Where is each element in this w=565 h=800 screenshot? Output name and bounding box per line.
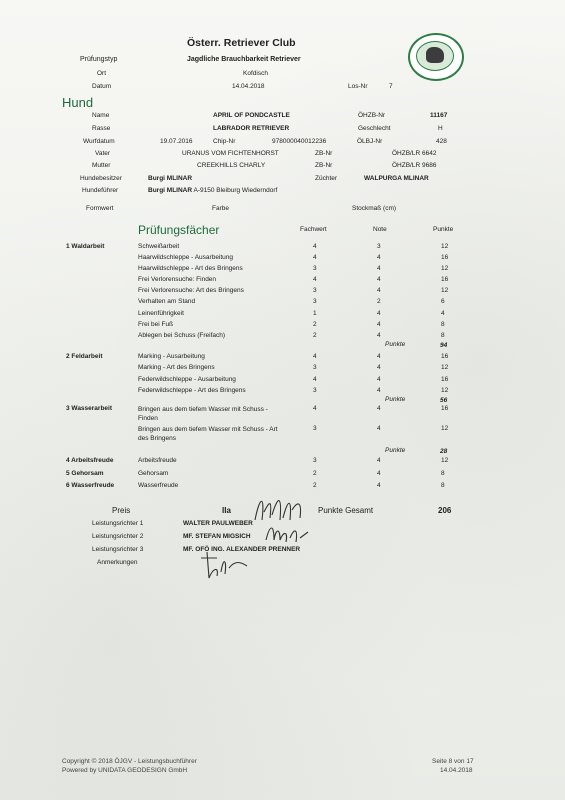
preis-label: Preis: [112, 506, 131, 515]
pruefungstyp-label: Prüfungstyp: [80, 56, 118, 63]
ort-value: Kofdisch: [243, 70, 268, 77]
note-value: 4: [377, 332, 381, 339]
note-value: 4: [377, 482, 381, 489]
dog-name: APRIL OF PONDCASTLE: [213, 112, 290, 119]
fachwert-value: 3: [313, 364, 317, 371]
punkte-value: 16: [441, 276, 449, 283]
punkte-value: 16: [441, 254, 449, 261]
footer-date: 14.04.2018: [440, 767, 473, 774]
club-title: Österr. Retriever Club: [187, 37, 296, 49]
richter-2-name: MF. STEFAN MIGSICH: [183, 533, 251, 540]
chip-label: Chip-Nr: [213, 138, 236, 145]
stockmass-label: Stockmaß (cm): [352, 205, 397, 212]
group-name: 6 Wasserfreude: [66, 482, 115, 489]
punkte-value: 12: [441, 287, 449, 294]
punkte-value: 12: [441, 457, 449, 464]
note-value: 4: [377, 387, 381, 394]
punkte-value: 8: [441, 470, 445, 477]
ort-label: Ort: [97, 70, 107, 77]
datum-value: 14.04.2018: [232, 83, 265, 90]
fachwert-value: 4: [313, 276, 317, 283]
fachwert-value: 3: [313, 457, 317, 464]
note-value: 4: [377, 405, 381, 412]
rasse-value: LABRADOR RETRIEVER: [213, 125, 290, 132]
oehzb-value: 11167: [430, 112, 448, 119]
losnr-value: 7: [389, 83, 393, 90]
punkte-value: 8: [441, 321, 445, 328]
signature-richter-3: [195, 548, 255, 582]
farbe-label: Farbe: [212, 205, 229, 212]
note-value: 3: [377, 243, 381, 250]
vater-label: Vater: [95, 150, 111, 157]
zuechter-label: Züchter: [315, 175, 338, 182]
fachwert-value: 4: [313, 353, 317, 360]
punkte-value: 12: [441, 265, 449, 272]
note-value: 4: [377, 310, 381, 317]
vater-zb-label: ZB-Nr: [315, 150, 333, 157]
note-value: 4: [377, 376, 381, 383]
punkte-value: 16: [441, 376, 449, 383]
punkte-value: 12: [441, 425, 449, 432]
group-punkte-sum: 28: [440, 448, 448, 455]
anmerkungen-label: Anmerkungen: [97, 559, 138, 566]
group-punkte-label: Punkte: [385, 396, 406, 403]
geschlecht-value: H: [438, 125, 443, 132]
richter-1-label: Leistungsrichter 1: [92, 520, 144, 527]
richter-1-name: WALTER PAULWEBER: [183, 520, 253, 527]
richter-3-label: Leistungsrichter 3: [92, 546, 144, 553]
fach-name: Bringen aus dem tiefem Wasser mit Schuss - Art des Bringens: [138, 426, 278, 442]
fachwert-value: 2: [313, 470, 317, 477]
fach-name: Marking - Ausarbeitung: [138, 353, 205, 360]
note-value: 4: [377, 321, 381, 328]
footer-page-number: Seite 8 von 17: [432, 758, 474, 765]
punkte-value: 12: [441, 243, 449, 250]
fach-name: Frei bei Fuß: [138, 321, 174, 328]
punkte-value: 8: [441, 482, 445, 489]
mutter-value: CREEKHILLS CHARLY: [197, 162, 266, 169]
fachwert-value: 3: [313, 287, 317, 294]
losnr-label: Los-Nr: [348, 83, 368, 90]
fach-name: Leinenführigkeit: [138, 310, 184, 317]
wurfdatum-value: 19.07.2016: [160, 138, 193, 145]
richter-2-label: Leistungsrichter 2: [92, 533, 144, 540]
group-name: 1 Waldarbeit: [66, 243, 105, 250]
group-punkte-sum: 94: [440, 342, 448, 349]
punkte-gesamt-value: 206: [438, 506, 452, 515]
rasse-label: Rasse: [92, 125, 111, 132]
punkte-value: 4: [441, 310, 445, 317]
group-name: 3 Wasserarbeit: [66, 405, 113, 412]
group-name: 5 Gehorsam: [66, 470, 104, 477]
besitzer-value: Burgi MLINAR: [148, 175, 193, 182]
punkte-value: 16: [441, 353, 449, 360]
fach-name: Federwildschleppe - Art des Bringens: [138, 387, 246, 394]
mutter-label: Mutter: [92, 162, 111, 169]
fach-name: Frei Verlorensuche: Art des Bringens: [138, 287, 244, 294]
punkte-value: 12: [441, 387, 449, 394]
fuehrer-value: [148, 187, 277, 194]
fach-name: Schweißarbeit: [138, 243, 180, 250]
fach-name: Wasserfreude: [138, 482, 179, 489]
pruefungstyp-value: Jagdliche Brauchbarkeit Retriever: [187, 56, 301, 63]
punkte-value: 16: [441, 405, 449, 412]
fach-name: Ablegen bei Schuss (Freifach): [138, 332, 226, 339]
fuehrer-name: Burgi MLINAR: [148, 187, 193, 194]
fachwert-value: 2: [313, 482, 317, 489]
note-value: 4: [377, 287, 381, 294]
fachwert-value: 3: [313, 425, 317, 432]
vater-value: URANUS VOM FICHTENHORST: [182, 150, 279, 157]
fach-name: Frei Verlorensuche: Finden: [138, 276, 217, 283]
formwert-label: Formwert: [86, 205, 114, 212]
col-fachwert: Fachwert: [300, 226, 327, 233]
fachwert-value: 2: [313, 321, 317, 328]
fachwert-value: 1: [313, 310, 317, 317]
note-value: 4: [377, 425, 381, 432]
fachwert-value: 4: [313, 405, 317, 412]
punkte-gesamt-label: Punkte Gesamt: [318, 506, 374, 515]
fachwert-value: 2: [313, 332, 317, 339]
col-punkte: Punkte: [433, 226, 454, 233]
club-logo: [408, 33, 464, 81]
chip-value: 978000040012236: [272, 138, 327, 145]
footer-copyright: Copyright © 2018 ÖJGV - Leistungsbuchführer: [62, 758, 197, 765]
fachwert-value: 3: [313, 387, 317, 394]
zuechter-value: WALPURGA MLINAR: [364, 175, 429, 182]
note-value: 4: [377, 457, 381, 464]
besitzer-label: Hundebesitzer: [80, 175, 122, 182]
mutter-zb-label: ZB-Nr: [315, 162, 333, 169]
group-name: 2 Feldarbeit: [66, 353, 103, 360]
note-value: 4: [377, 276, 381, 283]
fach-name: Haarwildschleppe - Art des Bringens: [138, 265, 243, 272]
footer-powered: Powered by UNIDATA GEODESIGN GmbH: [62, 767, 188, 774]
wurfdatum-label: Wurfdatum: [83, 138, 115, 145]
oehzb-label: ÖHZB-Nr: [358, 112, 386, 119]
richter-3-name: MF. OFÖ ING. ALEXANDER PRENNER: [183, 546, 301, 553]
fach-name: Federwildschleppe - Ausarbeitung: [138, 376, 236, 383]
group-punkte-label: Punkte: [385, 447, 406, 454]
group-name: 4 Arbeitsfreude: [66, 457, 114, 464]
datum-label: Datum: [92, 83, 112, 90]
oelbj-label: ÖLBJ-Nr: [357, 138, 383, 145]
col-note: Note: [373, 226, 387, 233]
note-value: 2: [377, 298, 381, 305]
fachwert-value: 4: [313, 376, 317, 383]
fach-name: Arbeitsfreude: [138, 457, 177, 464]
fachwert-value: 4: [313, 254, 317, 261]
pruefungsfaecher-heading: Prüfungsfächer: [138, 223, 220, 237]
note-value: 4: [377, 364, 381, 371]
geschlecht-label: Geschlecht: [358, 125, 391, 132]
group-punkte-sum: 56: [440, 397, 448, 404]
fuehrer-address: A-9150 Bleiburg Wiederndorf: [193, 187, 278, 194]
note-value: 4: [377, 254, 381, 261]
note-value: 4: [377, 265, 381, 272]
signature-richter-2: [262, 518, 312, 548]
note-value: 4: [377, 353, 381, 360]
dog-icon: [426, 47, 444, 63]
fach-name: Verhalten am Stand: [138, 298, 196, 305]
fuehrer-label: Hundeführer: [82, 187, 119, 194]
punkte-value: 8: [441, 332, 445, 339]
vater-zb-value: ÖHZB/LR 6642: [392, 150, 437, 157]
note-value: 4: [377, 470, 381, 477]
mutter-zb-value: ÖHZB/LR 9686: [392, 162, 437, 169]
fachwert-value: 3: [313, 298, 317, 305]
preis-value: IIa: [222, 506, 231, 515]
fach-name: Haarwildschleppe - Ausarbeitung: [138, 254, 234, 261]
fach-name: Gehorsam: [138, 470, 169, 477]
oelbj-value: 428: [436, 138, 447, 145]
fach-name: Marking - Art des Bringens: [138, 364, 215, 371]
section-hund-heading: Hund: [62, 95, 94, 110]
fachwert-value: 4: [313, 243, 317, 250]
group-punkte-label: Punkte: [385, 341, 406, 348]
fachwert-value: 3: [313, 265, 317, 272]
fach-name: Bringen aus dem tiefem Wasser mit Schuss - Finden: [138, 406, 268, 422]
name-label: Name: [92, 112, 110, 119]
punkte-value: 6: [441, 298, 445, 305]
punkte-value: 12: [441, 364, 449, 371]
